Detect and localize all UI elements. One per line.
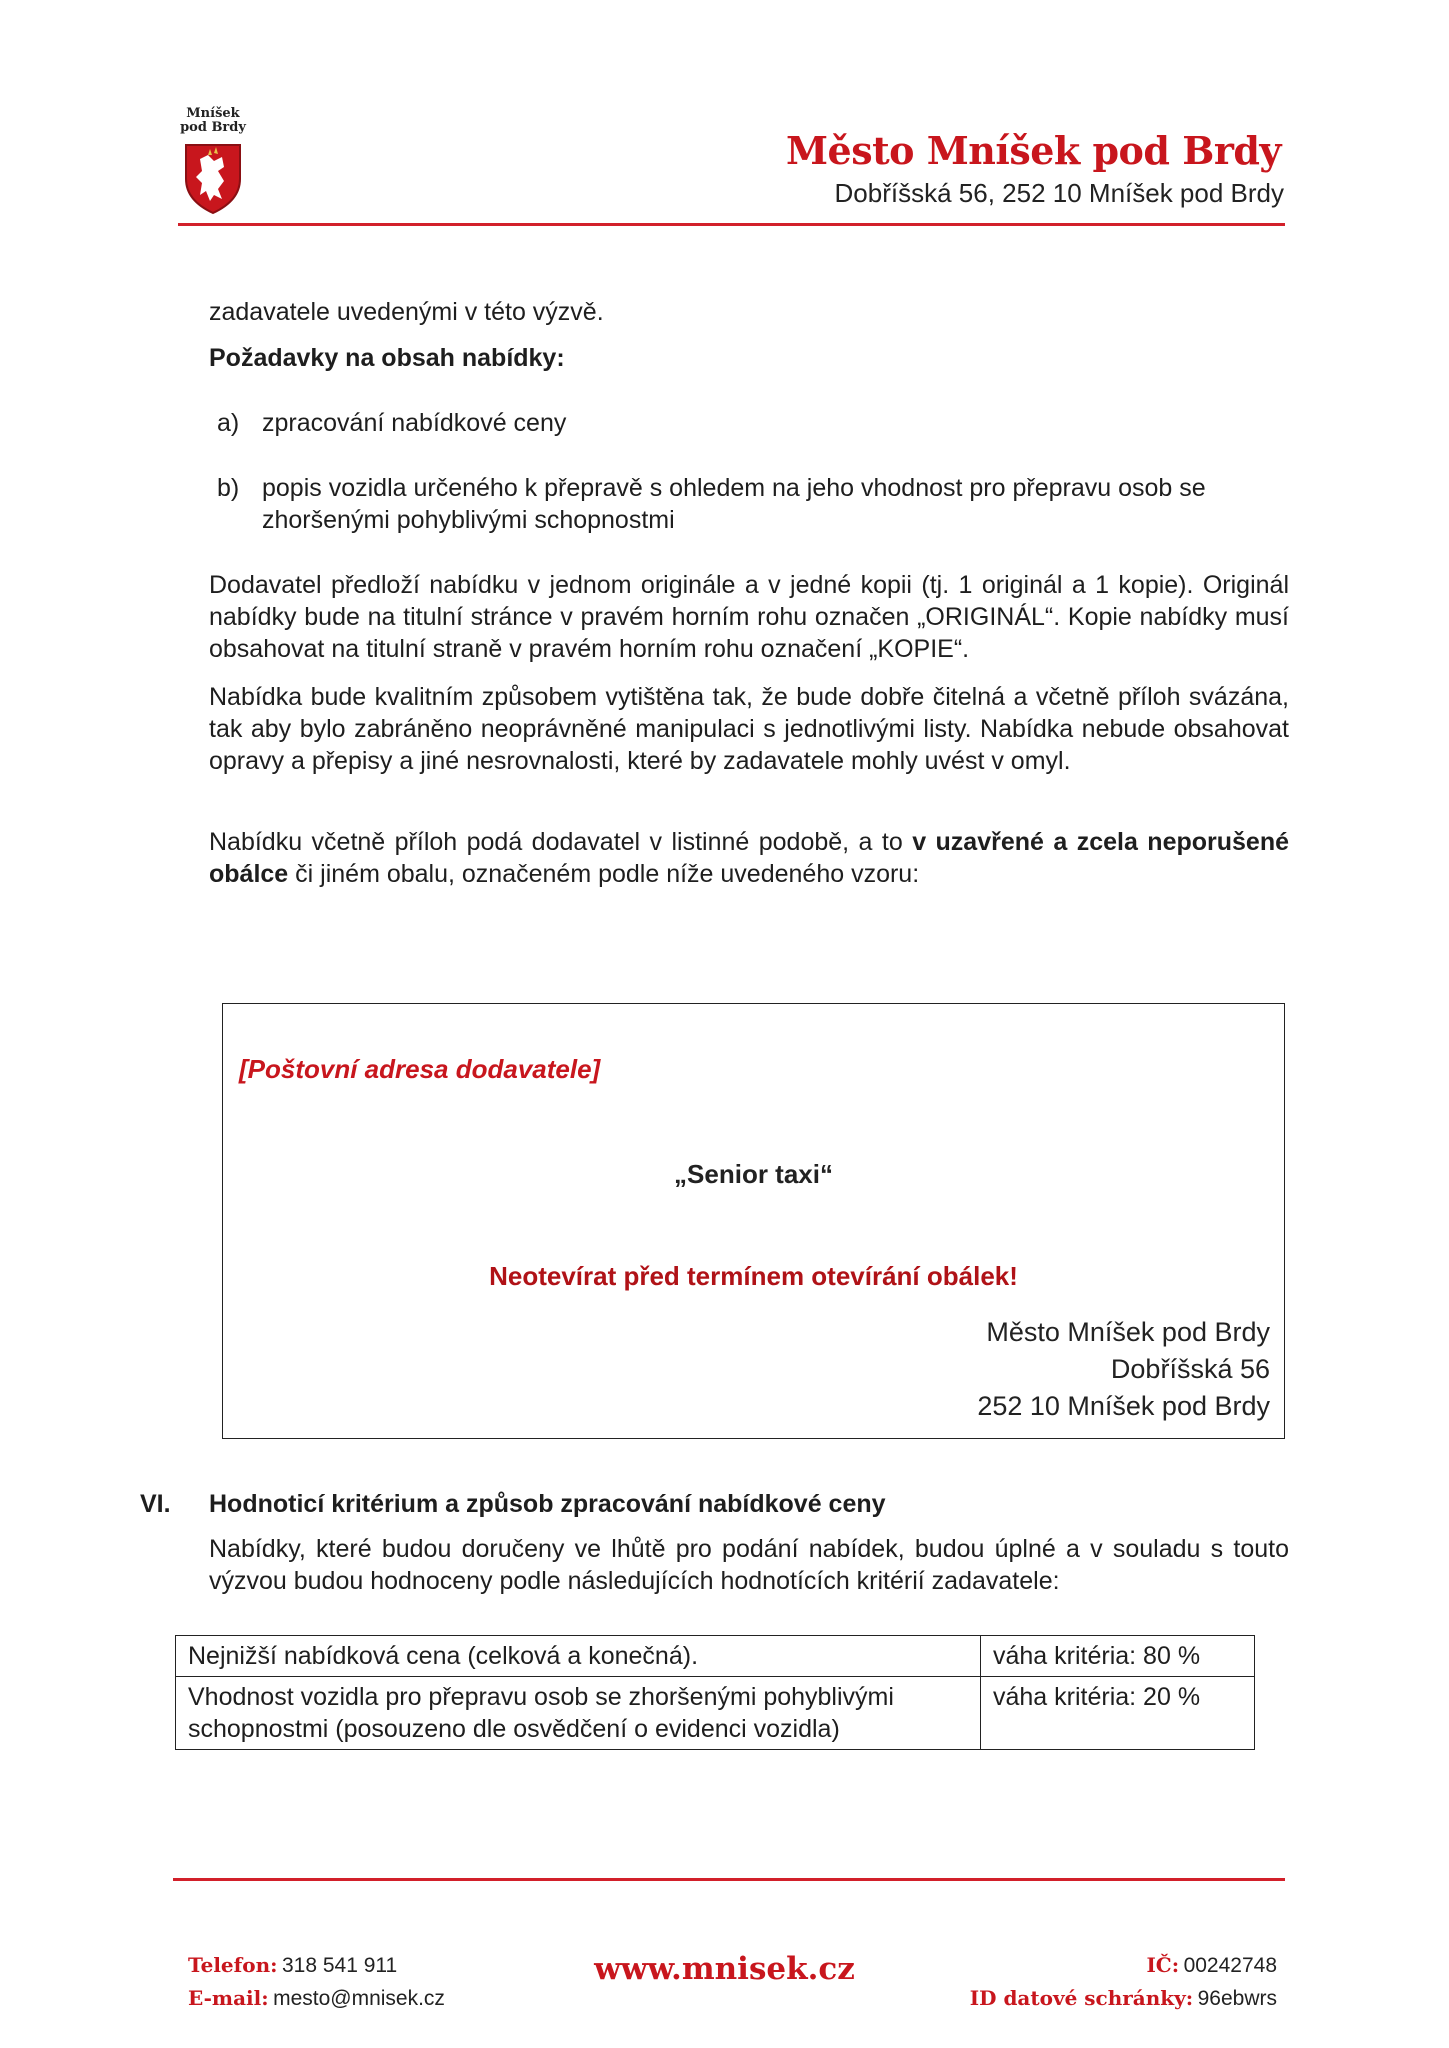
- requirement-letter: a): [217, 409, 240, 437]
- city-logo: [178, 107, 248, 215]
- footer-divider: [173, 1878, 1285, 1881]
- table-row: [176, 1636, 1255, 1677]
- section-number: VI.: [140, 1490, 171, 1518]
- envelope-address-line: Dobříšská 56: [1110, 1354, 1270, 1384]
- envelope-sender: [Poštovní adresa dodavatele]: [239, 1054, 601, 1084]
- envelope-warning: Neotevírat před termínem otevírání obálek!: [489, 1261, 1018, 1291]
- header-divider: [178, 223, 1285, 226]
- city-address: Dobříšská 56, 252 10 Mníšek pod Brdy: [834, 178, 1284, 208]
- envelope-address-line: Město Mníšek pod Brdy: [986, 1317, 1270, 1347]
- email-label: E-mail:: [188, 1986, 269, 2010]
- phone-value[interactable]: 318 541 911: [281, 1954, 398, 1977]
- criteria-table: [175, 1635, 1255, 1750]
- footer-contact-right: [970, 1950, 1277, 2016]
- criterion-weight: váha kritéria: 20 %: [981, 1677, 1255, 1750]
- envelope-template-box: [222, 1003, 1285, 1439]
- paragraph-copies: Dodavatel předloží nabídku v jednom originále a v jedné kopii (tj. 1 originál a 1 kopie). Originál nabídky bude na titulní stránce v pravém horním rohu označen „ORIGINÁL“. Kopie nabídky musí obsahovat na titulní straně v pravém horním rohu označení „KOPIE“.: [209, 571, 1289, 663]
- delivery-text-part1: Nabídku včetně příloh podá dodavatel v listinné podobě, a to: [209, 828, 913, 856]
- databox-value: 96ebwrs: [1197, 1987, 1277, 2010]
- paragraph-quality: Nabídka bude kvalitním způsobem vytištěna tak, že bude dobře čitelná a včetně příloh svázána, tak aby bylo zabráněno neoprávněné manipulaci s jednotlivými listy. Nabídka nebude obsahovat opravy a přepisy a jiné nesrovnalosti, které by zadavatele mohly uvést v omyl.: [209, 683, 1289, 775]
- email-value[interactable]: mesto@mnisek.cz: [273, 1987, 445, 2010]
- requirement-text: zpracování nabídkové ceny: [262, 409, 567, 437]
- envelope-address-line: 252 10 Mníšek pod Brdy: [977, 1391, 1270, 1421]
- envelope-address: [977, 1314, 1270, 1425]
- requirement-text: popis vozidla určeného k přepravě s ohledem na jeho vhodnost pro přepravu osob se zhoršenými pohyblivými schopnostmi: [262, 474, 1206, 534]
- ic-label: IČ:: [1146, 1953, 1180, 1977]
- envelope-title: „Senior taxi“: [674, 1159, 833, 1189]
- website-link[interactable]: www.mnisek.cz: [594, 1951, 855, 1987]
- delivery-text-part2: či jiném obalu, označeném podle níže uvedeného vzoru:: [288, 860, 920, 888]
- section-text: Nabídky, které budou doručeny ve lhůtě pro podání nabídek, budou úplné a v souladu s touto výzvou budou hodnoceny podle následujících hodnotících kritérií zadavatele:: [209, 1535, 1289, 1595]
- criterion-weight: váha kritéria: 80 %: [981, 1636, 1255, 1677]
- table-row: [176, 1677, 1255, 1750]
- section-title: Hodnoticí kritérium a způsob zpracování nabídkové ceny: [209, 1490, 886, 1518]
- requirements-heading: Požadavky na obsah nabídky:: [209, 344, 565, 372]
- city-title: Město Mníšek pod Brdy: [785, 128, 1281, 173]
- logo-text-line1: Mníšek: [186, 106, 240, 121]
- delivery-text-bold: v uzavřené a zcela neporušené obálce: [209, 828, 1289, 888]
- logo-text-line2: pod Brdy: [180, 120, 246, 135]
- phone-label: Telefon:: [188, 1953, 278, 1977]
- ic-value: 00242748: [1183, 1954, 1277, 1977]
- criterion-name: Vhodnost vozidla pro přepravu osob se zhoršenými pohyblivými schopnostmi (posouzeno dle osvědčení o evidenci vozidla): [176, 1677, 981, 1750]
- paragraph-delivery: [209, 826, 1289, 890]
- intro-continuation: zadavatele uvedenými v této výzvě.: [209, 298, 604, 326]
- coat-of-arms-icon: [178, 141, 248, 215]
- requirement-letter: b): [217, 474, 240, 502]
- databox-label: ID datové schránky:: [969, 1986, 1194, 2010]
- criterion-name: Nejnižší nabídková cena (celková a konečná).: [176, 1636, 981, 1677]
